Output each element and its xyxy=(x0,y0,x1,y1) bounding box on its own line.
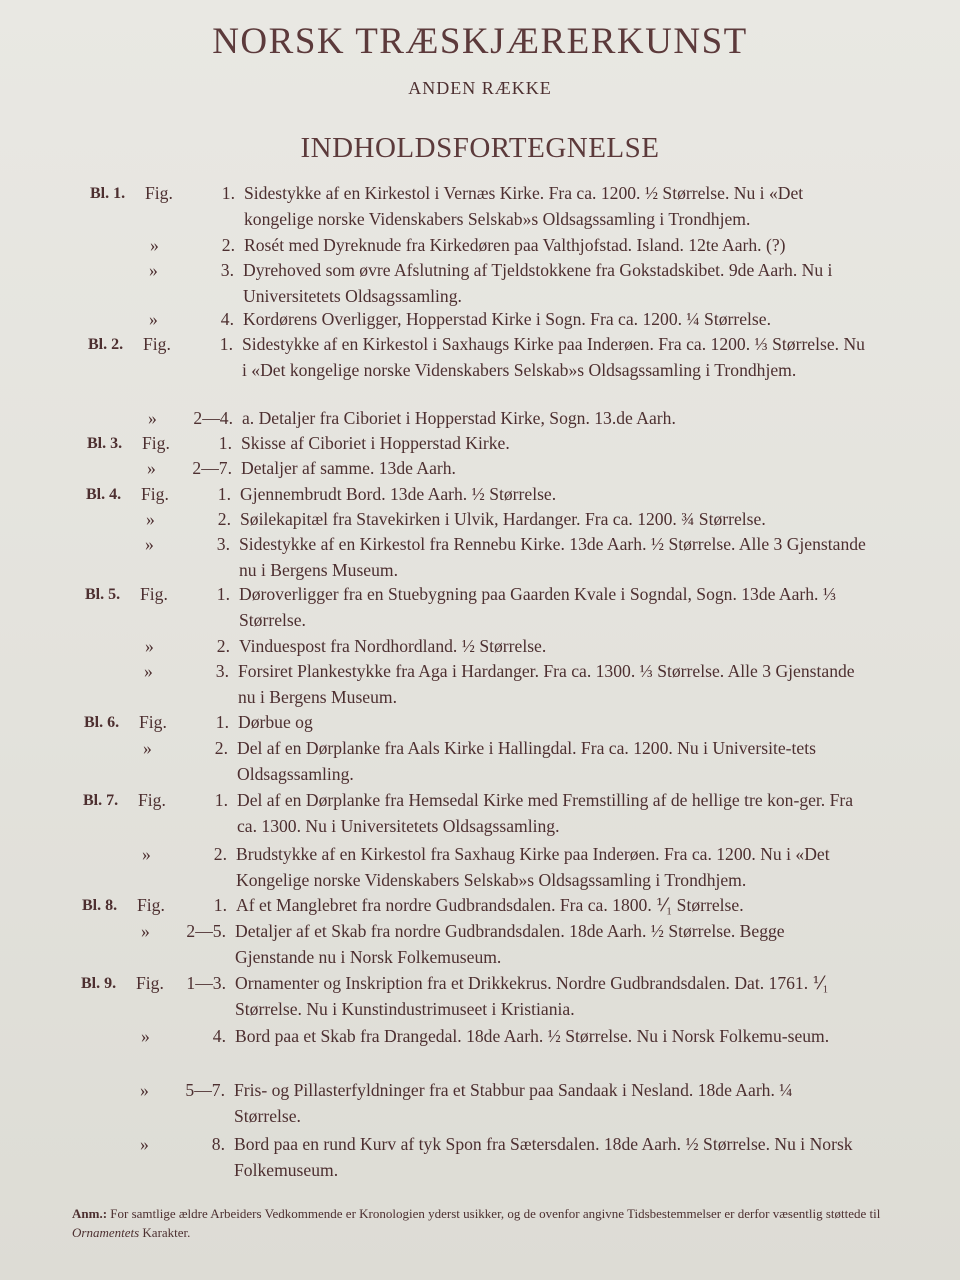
figure-number: 2. xyxy=(217,509,231,529)
figure-number: 1. xyxy=(216,584,230,604)
figure-number: 3. xyxy=(215,661,229,681)
figure-number: 1—3. xyxy=(186,973,226,993)
figure-number: 2. xyxy=(213,844,227,864)
figure-number: 1. xyxy=(214,790,228,810)
entry-description: Forsiret Plankestykke fra Aga i Hardanger. Fra ca. 1300. ⅓ Størrelse. Alle 3 Gjenstande nu i Bergens Museum. xyxy=(238,661,855,707)
entry-description: Gjennembrudt Bord. 13de Aarh. ½ Størrelse. xyxy=(240,484,557,504)
figure-number: 4. xyxy=(212,1026,226,1046)
figure-number: 1. xyxy=(217,484,231,504)
figure-number: 2. xyxy=(221,235,235,255)
plate-number: Bl. 2. xyxy=(88,336,124,353)
entry-description: Detaljer af samme. 13de Aarh. xyxy=(241,458,456,478)
fig-label: Fig. xyxy=(137,895,165,915)
figure-number: 2. xyxy=(216,636,230,656)
plate-number: Bl. 7. xyxy=(83,792,119,809)
entry-description: Vinduespost fra Nordhordland. ½ Størrelse. xyxy=(239,636,547,656)
fig-label: Fig. xyxy=(141,484,169,504)
entry-description: Sidestykke af en Kirkestol i Vernæs Kirke. Fra ca. 1200. ½ Størrelse. Nu i «Det kongelige norske Videnskabers Selskab»s Oldsagssamling i Trondhjem. xyxy=(244,183,804,229)
entry-description: Kordørens Overligger, Hopperstad Kirke i Sogn. Fra ca. 1200. ¼ Størrelse. xyxy=(243,309,771,329)
contents-heading: INDHOLDSFORTEGNELSE xyxy=(300,132,660,164)
ditto-mark: » xyxy=(147,458,156,478)
figure-number: 1. xyxy=(218,433,232,453)
document-subtitle: ANDEN RÆKKE xyxy=(408,78,552,98)
figure-number: 8. xyxy=(211,1134,225,1154)
plate-number: Bl. 8. xyxy=(82,897,118,914)
entry-description: Døroverligger fra en Stuebygning paa Gaarden Kvale i Sogndal, Sogn. 13de Aarh. ⅓ Størrelse. xyxy=(239,584,837,630)
entry-description: Del af en Dørplanke fra Aals Kirke i Hallingdal. Fra ca. 1200. Nu i Universite-tets Oldsagssamling. xyxy=(237,738,816,784)
entry-description: Fris- og Pillasterfyldninger fra et Stabbur paa Sandaak i Nesland. 18de Aarh. ¼ Størrelse. xyxy=(234,1080,793,1126)
entry-description: Rosét med Dyreknude fra Kirkedøren paa Valthjofstad. Island. 12te Aarh. (?) xyxy=(244,235,786,255)
ditto-mark: » xyxy=(148,408,157,428)
ditto-mark: » xyxy=(140,1134,149,1154)
ditto-mark: » xyxy=(140,1080,149,1100)
ditto-mark: » xyxy=(141,921,150,941)
fig-label: Fig. xyxy=(145,183,173,203)
entry-description: Af et Manglebret fra nordre Gudbrandsdalen. Fra ca. 1800. ⅟₁ Størrelse. xyxy=(236,895,744,915)
plate-number: Bl. 9. xyxy=(81,975,117,992)
figure-number: 1. xyxy=(215,712,229,732)
figure-number: 3. xyxy=(216,534,230,554)
footnote-italic: Ornamentets xyxy=(72,1225,140,1240)
plate-number: Bl. 6. xyxy=(84,714,120,731)
entry-description: Dørbue og xyxy=(238,712,313,732)
entry-description: Del af en Dørplanke fra Hemsedal Kirke med Fremstilling af de hellige tre kon-ger. Fra ca. 1300. Nu i Universitetets Oldsagssamling. xyxy=(237,790,854,836)
ditto-mark: » xyxy=(141,1026,150,1046)
ditto-mark: » xyxy=(150,235,159,255)
plate-number: Bl. 5. xyxy=(85,586,121,603)
figure-number: 3. xyxy=(220,260,234,280)
figure-number: 4. xyxy=(220,309,234,329)
figure-number: 2—4. xyxy=(193,408,233,428)
ditto-mark: » xyxy=(146,509,155,529)
entry-description: Bord paa et Skab fra Drangedal. 18de Aarh. ½ Størrelse. Nu i Norsk Folkemu-seum. xyxy=(235,1026,830,1046)
fig-label: Fig. xyxy=(140,584,168,604)
figure-number: 1. xyxy=(221,183,235,203)
ditto-mark: » xyxy=(142,844,151,864)
fig-label: Fig. xyxy=(139,712,167,732)
document-title: NORSK TRÆSKJÆRERKUNST xyxy=(212,21,748,62)
entry-description: Skisse af Ciboriet i Hopperstad Kirke. xyxy=(241,433,510,453)
fig-label: Fig. xyxy=(138,790,166,810)
entry-description: Brudstykke af en Kirkestol fra Saxhaug Kirke paa Inderøen. Fra ca. 1200. Nu i «Det Kongelige norske Videnskabers Selskab»s Oldsagssamling i Trondhjem. xyxy=(236,844,830,890)
entry-description: Ornamenter og Inskription fra et Drikkekrus. Nordre Gudbrandsdalen. Dat. 1761. ⅟₁ Størrelse. Nu i Kunstindustrimuseet i Kristiania. xyxy=(235,973,829,1019)
ditto-mark: » xyxy=(149,309,158,329)
entry-description: Søilekapitæl fra Stavekirken i Ulvik, Hardanger. Fra ca. 1200. ¾ Størrelse. xyxy=(240,509,766,529)
footnote-label: Anm.: xyxy=(72,1206,108,1221)
footnote-text-end: Karakter. xyxy=(142,1225,191,1240)
figure-number: 1. xyxy=(213,895,227,915)
ditto-mark: » xyxy=(145,534,154,554)
entry-description: Sidestykke af en Kirkestol fra Rennebu Kirke. 13de Aarh. ½ Størrelse. Alle 3 Gjenstande nu i Bergens Museum. xyxy=(239,534,866,580)
ditto-mark: » xyxy=(144,661,153,681)
figure-number: 2. xyxy=(214,738,228,758)
plate-number: Bl. 3. xyxy=(87,435,123,452)
fig-label: Fig. xyxy=(142,433,170,453)
footnote-text: For samtlige ældre Arbeiders Vedkommende er Kronologien yderst usikker, og de ovenfor angivne Tidsbestemmelser er derfor væsentlig støttede til xyxy=(110,1206,881,1221)
ditto-mark: » xyxy=(143,738,152,758)
entry-description: Dyrehoved som øvre Afslutning af Tjeldstokkene fra Gokstadskibet. 9de Aarh. Nu i Universitetets Oldsagssamling. xyxy=(243,260,833,306)
entry-description: Bord paa en rund Kurv af tyk Spon fra Sætersdalen. 18de Aarh. ½ Størrelse. Nu i Norsk Folkemuseum. xyxy=(234,1134,853,1180)
fig-label: Fig. xyxy=(136,973,164,993)
footnote xyxy=(72,1204,892,1242)
figure-number: 5—7. xyxy=(185,1080,225,1100)
ditto-mark: » xyxy=(145,636,154,656)
fig-label: Fig. xyxy=(143,334,171,354)
figure-number: 2—5. xyxy=(186,921,226,941)
entry-description: Sidestykke af en Kirkestol i Saxhaugs Kirke paa Inderøen. Fra ca. 1200. ⅓ Størrelse. Nu i «Det kongelige norske Videnskabers Selskab»s Oldsagssamling i Trondhjem. xyxy=(242,334,865,380)
plate-number: Bl. 1. xyxy=(90,185,126,202)
figure-number: 2—7. xyxy=(192,458,232,478)
entry-description: Detaljer af et Skab fra nordre Gudbrandsdalen. 18de Aarh. ½ Størrelse. Begge Gjenstande nu i Norsk Folkemuseum. xyxy=(235,921,785,967)
figure-number: 1. xyxy=(219,334,233,354)
ditto-mark: » xyxy=(149,260,158,280)
entry-description: a. Detaljer fra Ciboriet i Hopperstad Kirke, Sogn. 13.de Aarh. xyxy=(242,408,676,428)
plate-number: Bl. 4. xyxy=(86,486,122,503)
